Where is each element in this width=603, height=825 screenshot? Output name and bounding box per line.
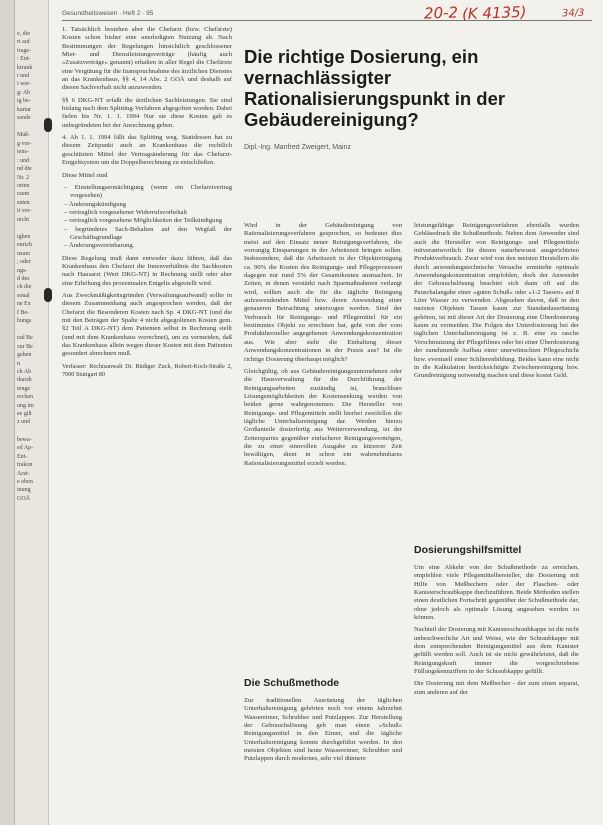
paragraph: 1. Tatsächlich bestehen aber die Chefarzt (bzw. Chefärzte) Kosten schon bisher eine unerledigten Nutzung ab. Nach Bestimmungen der Regelungen hinsichtlich geschlossener Miet- und Dienstleistungsverträge (häufig auch »Zusatzverträge« genannt) erhalten in aller Regel die Chefärzte eine Vergütung für die Inanspruchnahme des ärztlichen Dienstes an das Krankenhaus, §§ 4, 14 Abs. 2 GOÄ und deshalb auf diesen Sachverhalt nicht anzuwenden.	[62, 26, 232, 92]
edge-fragment: rechen	[17, 394, 33, 401]
middle-column-lower	[244, 697, 402, 768]
paragraph: Zur traditionellen Ausrüstung der täglichen Unterhaltsreinigung gehörten noch vor einem Jahrzehnt Wassereimer, Schrubber und Putzlappen. Zur Herstellung der Gebrauchslösung geb man einen »Schuß« Reinigungsmittel in den Eimer, und die tägliche Unterhaltsreinigung konnte durchgeführt werden. In den meisten Objekten sind heute Wassereimer, Schrubber und Putzlappen durch modernes, sehr viel dünnere	[244, 697, 402, 763]
list-item: – vertraglich vorgesehene Möglichkeiten der Teilkündigung	[70, 217, 232, 225]
paragraph: Um eine Abkehr von der Schußmethode zu erreichen, empfehlen viele Pflegemittelhersteller, die Dosierung mit Hilfe von Meßbechern oder der Flaschen- oder Kanisterschraubkappe durchzuführen. Beide Methoden stellen einen deutlichen Fortschritt gegenüber der Schußmethode dar, ohne jedoch als optimale Lösung angesehen werden zu können.	[414, 564, 579, 622]
article-title: Die richtige Dosierung, ein vernachlässigter Rationalisierungspunkt in der Gebäudereinigung?	[244, 46, 506, 130]
edge-fragment: it ver-	[17, 208, 32, 215]
edge-fragment: i wer-	[17, 81, 32, 88]
edge-fragment: ung im	[17, 402, 34, 409]
edge-fragment: ne Ex	[17, 301, 31, 308]
author-note: Verfasser: Rechtsanwalt Dr. Rüdiger Zuck, Robert-Koch-Straße 2, 7000 Stuttgart 80	[62, 362, 232, 378]
edge-fragment: e oben	[17, 478, 33, 485]
paragraph: leistungsfähige Reinigungsverfahren ebenfalls wurden Gebläsedruck die Schußmethode. Neben dem Anwender sind auch die Hersteller von Reinigungs- und Pflegemitteln mitverantwortlich für diesen naturbewusst ausgerichteten Produktverbrauch. Zwar wird von den meisten Herstellern die durch anwendungstechnische Versuche ermittelte optimale Anwendungskonzentration empfohlen, doch der Anwender der Gebrauchslösung beachtet sich dann oft auf die Pauschalangabe einer »guten Schuß« oder »1-2 Tassen« auf 8 Liter Wasser zu verwenden. Abgesehen davon, daß in den meisten Objekten Tassen kaum zur Standardausrüstung gehören, ist mit dieser Art der Dosierung eine Überdosierung kaum zu vermeiden. Die Folgen der Unterdosierung bei der täglichen Unterhaltsreinigung ist z. B. eine zu rasche Verschmutzung der Pflegefilmes oder bei einer Überdosierung der zunehmende Aufbau einer unerwünschten Pflegeschicht bzw. eventuell einer Schlierenbildung. Beides kann eine nicht in die Kalkulation berücksichtigte Zwischenreinigung bzw. Grundreinigung notwendig machen und diese kostet Geld.	[414, 222, 579, 380]
edge-fragment: Maß-	[17, 132, 30, 139]
running-head: Gesundheitswesen · Heft 2 · 95	[62, 10, 154, 17]
handwritten-note-right: (K 4135)	[461, 2, 527, 24]
edge-fragment: gehen	[17, 352, 32, 359]
edge-fragment: e, die	[17, 31, 30, 37]
list-item: – Änderungskündigung	[70, 201, 232, 209]
edge-fragment: d des	[17, 275, 30, 282]
edge-fragment: enrich	[17, 242, 32, 249]
section-heading-dosierungshilfsmittel: Dosierungshilfsmittel	[414, 544, 522, 556]
edge-fragment: irage-	[17, 47, 31, 54]
edge-fragment: g: Ab	[17, 89, 31, 96]
paragraph: Aus Zweckmäßigkeitsgründen (Verwaltungsaufwand) sollte in diesem Zusammenhang auch angesprochen werden, daß der Chefarzt die Besonderen Kosten nach Sp. 4 DKG-NT (und die mit den Beträgen der Spalte 4 nicht abgegoltenen Kosten gem. §2 Teil A DKG-NT) dem Patienten selbst in Rechnung stellt (und mit dem Krankenhaus verrechnet), um zu vermeiden, daß das Krankenhaus allein wegen dieser Kosten mit dem Patienten gesondert abrechnen muß.	[62, 291, 232, 358]
handwritten-note-left: 20-2	[423, 3, 459, 23]
paragraph: Nachteil der Dosierung mit Kanisterschraubkappe ist die nicht unbeschwerliche Art und Weise, wie der Schraubkappe mit dem entsprechenden Reinigungsmittel aus dem Kanister gefüllt werden soll. Auch ist sie nicht gewährleistet, daß die Reinigungskraft immer die vorgeschriebene Füllungskennziffern in der Schraubkappe gefüllt.	[414, 626, 579, 676]
edge-fragment: ktrank	[17, 64, 33, 71]
edge-fragment: z und	[17, 419, 31, 426]
list-item: – Einstellungsermächtigung (wenn ein Chefarztvertrag vorgesehen)	[70, 184, 232, 201]
list-item: – Änderungsvereinbarung.	[70, 242, 232, 250]
paragraph: 4. Ab 1. 1. 1994 fällt das Splitting weg. Stattdessen hat zu diesem Zeitpunkt auch an Krankenhaus die rechtlich geschützten Mittel der Vertragsänderung für das Chefarzt-Entgeltsystem um die Doppelberechnung zu entschließen.	[62, 134, 232, 167]
edge-fragment: orten	[17, 182, 30, 189]
edge-fragment: sonal	[17, 292, 30, 299]
edge-fragment: bewa-	[17, 436, 32, 443]
edge-fragment: rt auf	[17, 39, 30, 46]
edge-fragment: nd die	[17, 166, 32, 173]
paragraph: Diese Regelung muß dann entweder dazu führen, daß das Krankenhaus den Chefarzt die Innenverhältnis die Sachkosten nach Hausarzt (Wert DKG-NT) in Rechnung stellt oder aber eine Erhöhung des prozentualen Entgelts abgestellt wird.	[62, 254, 232, 287]
edge-fragment: : Ent-	[17, 56, 31, 63]
article-author: Dipl.-Ing. Manfred Zweigert, Mainz	[244, 144, 351, 151]
edge-fragment: tbarsh	[17, 377, 32, 384]
edge-fragment: ; oder	[17, 259, 31, 266]
edge-fragment: GOÄ	[17, 495, 30, 502]
edge-fragment: zur Be	[17, 343, 33, 350]
paragraph: Wird in der Gebäudereinigung von Rationalisierungsverfahren gesprochen, so bedeutet dies meist auf den Einsatz neuer Reinigungsverfahren, die vorrangig Einsparungen in der Arbeitszeit bringen sollen. Insbesondere, daß die Arbeitszeit in der Objektreinigung ca. 90% die Kosten des Reinigungs- und Pflegeprozessen dagegen nur rund 5% der Gesamtkosten ausmachen. In Zeiten, in denen verstärkt nach Sparmaßnahmen verlangt wird, sollten auch die für die tägliche Reinigung aufzuwendenden Mittel bzw. deren Anwendung einer genaueren Betrachtung unterzogen werden. Sind der Verbrauch für Reinigungs- und Pflegemittel für ein bestimmtes Objekt zu errechnen hat, geht von der vom Produkthersteller angegebenen Anwendungskonzentration aus. Wie aber sieht die Einhaltung dieser Anwendungskonzentrationen in der Praxis aus? Ist die richtige Dosierung überhaupt möglich?	[244, 222, 402, 363]
list-item: – vertraglich vorgesehener Widerrufsvorbehalt	[70, 209, 232, 217]
edge-fragment: ighen	[17, 233, 31, 240]
edge-text-fragments	[17, 30, 47, 503]
handwritten-corner-note: 34/3	[561, 7, 585, 20]
edge-fragment: n	[17, 360, 20, 367]
bullet-list	[62, 184, 232, 251]
edge-fragment: Ent-	[17, 453, 28, 460]
edge-fragment: g vor-	[17, 140, 32, 147]
edge-fragment: ngs-	[17, 267, 28, 274]
paragraph: Gleichgültig, ob aus Gebäudereinigungsunternehmen oder die Hausverwaltung für die Durchführung der Reinigungsarbeiten zuständig ist, brauchbare Lösungsmöglichkeiten der Kostensenkung werden von beiden gerne wahrgenommen. Die Hersteller von Reinigungs- und Pflegemitteln stellt hierbei zweifellos die tägliche Unterhaltsreinigung dar. Werden hierzu Großanteile dosierfertig aus Weiterverwendung, ist der Zeitersparnis gegenüber einfacherer Reinigungsvermögen, die zu einer sinnvollen Ausgabe zu kürzerer Zeit bewältigen, dient in schon ein wahrnehmbares Rationalisierungsmittel erzielt werden.	[244, 367, 402, 467]
punch-hole	[44, 118, 52, 132]
paragraph: Die Dosierung mit dem Meßbecher - der zum einen separat, zum anderen auf der	[414, 680, 579, 696]
list-item: – begründetes Sach-Behalten auf den Wegfall der Geschäftsgrundlage	[70, 226, 232, 243]
edge-fragment: ed Ap-	[17, 445, 34, 452]
edge-fragment: kartar	[17, 106, 31, 113]
edge-fragment: tens-	[17, 149, 29, 156]
edge-fragment: Nr. 2	[17, 174, 29, 181]
edge-fragment: nicht	[17, 216, 29, 223]
edge-fragment: snten	[17, 199, 30, 206]
edge-fragment: inung	[17, 487, 31, 494]
edge-fragment: i und	[17, 73, 30, 80]
edge-fragment: usum	[17, 250, 31, 257]
section-heading-schussmethode: Die Schußmethode	[244, 677, 340, 689]
middle-column	[244, 222, 402, 472]
edge-fragment: rad Be	[17, 335, 33, 342]
right-column	[414, 222, 579, 385]
binding-strip	[0, 0, 15, 825]
edge-fragment: ig be-	[17, 98, 31, 105]
edge-fragment: trakon	[17, 462, 33, 469]
left-column	[62, 26, 232, 383]
edge-fragment: ee gilt	[17, 411, 32, 418]
paragraph: Diese Mittel sind	[62, 171, 108, 179]
edge-fragment: ch die	[17, 284, 32, 291]
edge-fragment: : und	[17, 157, 30, 164]
edge-fragment: raum	[17, 191, 30, 198]
paragraph: §§ 6 DKG-NT erfaßt die ärztlichen Sachleistungen. Sie sind bislang nach dem Splitting-Verfahren abgegolten worden. Dabei fielen bis Nr. 1. 1. 1994 Nur sie diese Kosten gab es unbegründeten bei der Anrechnung geben.	[62, 96, 232, 129]
punch-hole	[44, 288, 52, 302]
edge-fragment: Arzt-	[17, 470, 30, 477]
edge-fragment: tenge	[17, 385, 30, 392]
previous-page-edge	[0, 0, 49, 825]
right-column-lower	[414, 564, 579, 701]
edge-fragment: sende	[17, 115, 31, 122]
edge-fragment: hungs	[17, 318, 32, 324]
edge-fragment: f Be-	[17, 309, 30, 316]
edge-fragment: ch Ab	[17, 369, 32, 376]
